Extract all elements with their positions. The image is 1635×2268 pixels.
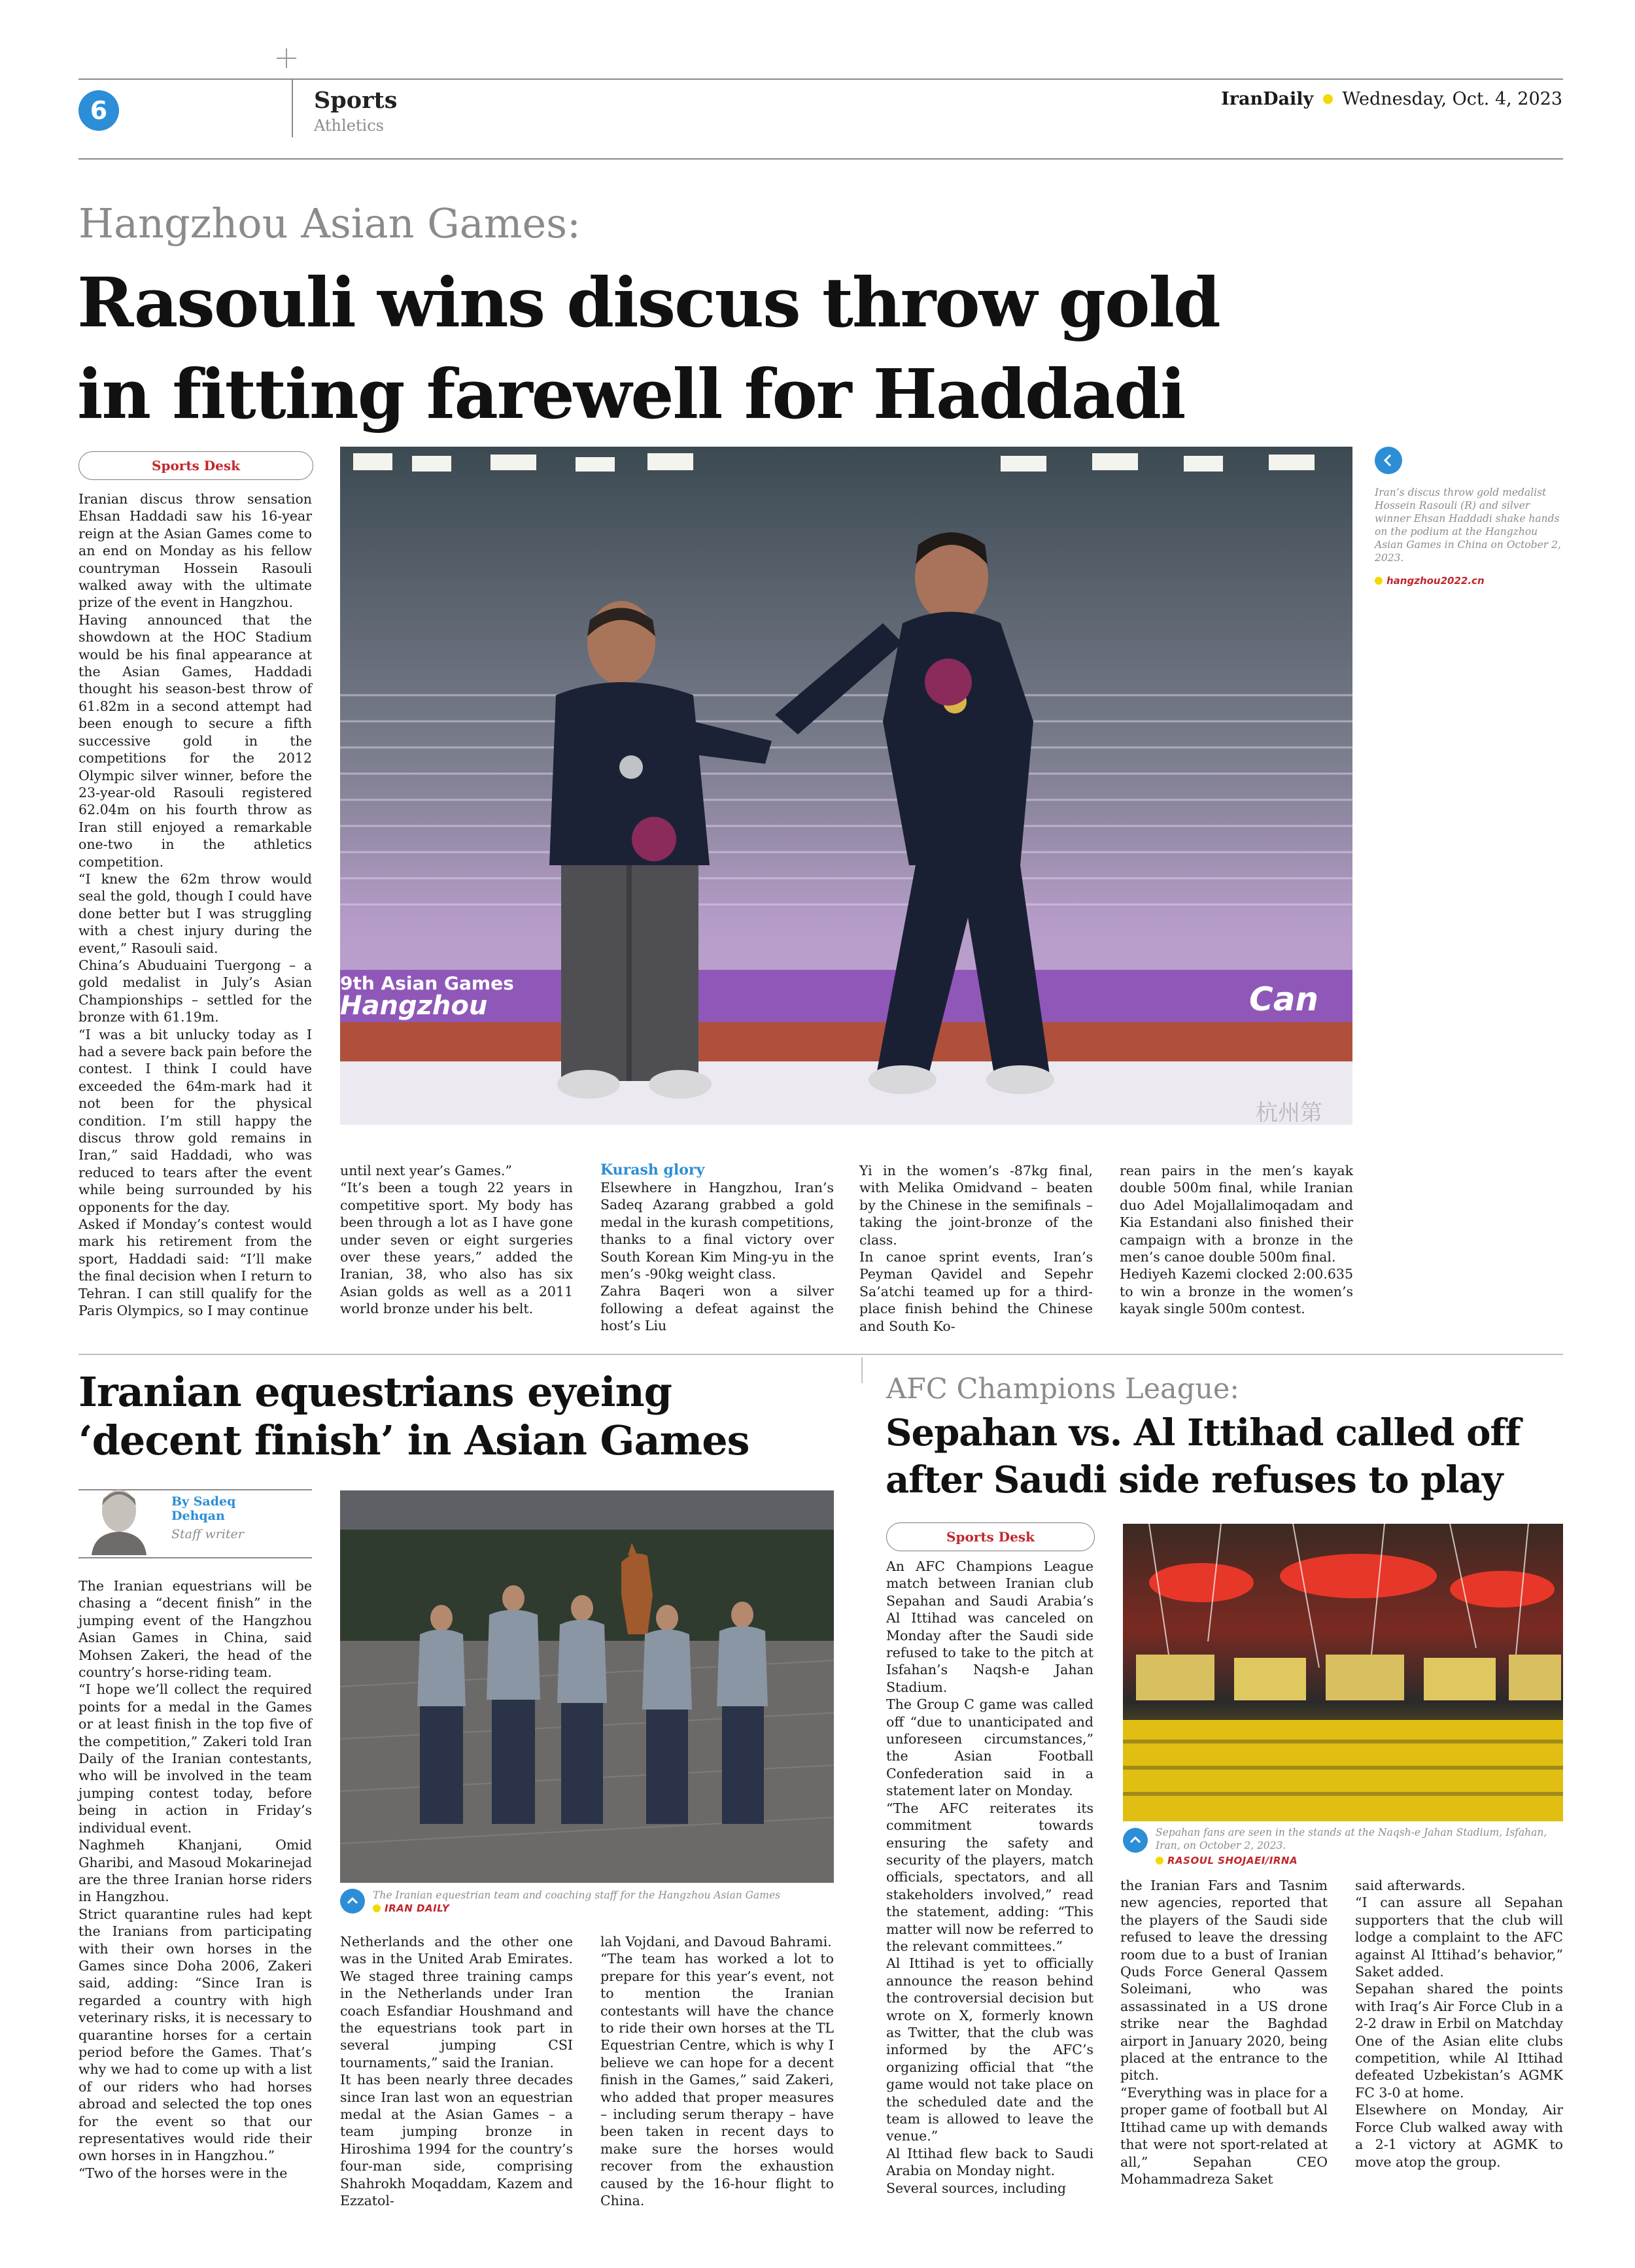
afc-col3 <box>1355 1877 1563 2171</box>
paragraph: Naghmeh Khanjani, Omid Gharibi, and Masoud Mokarinejad are the three Iranian horse riders in Hangzhou. <box>78 1837 312 1905</box>
paragraph: “It’s been a tough 22 years in competitive sport. My body has been through a lot as I have gone under seven or eight surgeries over these years,” added the Iranian, 38, who also has six Asian golds as well as a 2011 world bronze under his belt. <box>340 1180 573 1317</box>
main-headline-line1: Rasouli wins discus throw gold <box>77 262 1220 343</box>
paragraph: “The team has worked a lot to prepare for this year’s event, not to mention the Iranian contestants will have the chance to ride their own horses at the TL Equestrian Centre, which is why I believe we can hope for a decent finish in the Games,” said Zakeri, who added that proper measures – including serum therapy – have been taken in recent days to make sure the horses would recover from the exhaustion caused by the 16-hour flight to China. <box>600 1951 834 2209</box>
paragraph: the Iranian Fars and Tasnim new agencies, reported that the players of the Saudi side refused to leave the dressing room due to a bust of Iranian Quds Force General Qassem Soleimani, who was assassinated in a US drone strike near the Baghdad airport in January 2020, being placed at the entrance to the pitch. <box>1120 1878 1328 2084</box>
author-name: By Sadeq Dehqan <box>171 1494 236 1523</box>
page-number-badge <box>78 90 119 131</box>
author-avatar <box>88 1479 150 1555</box>
main-col4 <box>859 1162 1093 1335</box>
afc-photo <box>1123 1524 1563 1821</box>
author-role: Staff writer <box>171 1527 244 1541</box>
crop-mark <box>277 58 296 59</box>
equestrian-photo-credit: IRAN DAILY <box>373 1902 449 1914</box>
afc-headline-line1: Sepahan vs. Al Ittihad called off <box>886 1411 1521 1454</box>
paragraph: “Two of the horses were in the <box>78 2165 288 2181</box>
banner-text-big: Hangzhou <box>340 991 488 1021</box>
podium-block <box>340 1061 1352 1125</box>
issue-date: Wednesday, Oct. 4, 2023 <box>1342 89 1562 109</box>
podium-signage: 杭州第 <box>1256 1100 1322 1125</box>
main-col5 <box>1120 1162 1353 1318</box>
afc-photo-caption: Sepahan fans are seen in the stands at the Naqsh-e Jahan Stadium, Isfahan, Iran, on October 2, 2023. <box>1156 1827 1547 1851</box>
paragraph: Hediyeh Kazemi clocked 2:00.635 to win a bronze in the women’s kayak single 500m contest. <box>1120 1266 1353 1317</box>
paragraph: lah Vojdani, and Davoud Bahrami. <box>600 1934 832 1950</box>
afc-kicker: AFC Champions League: <box>886 1373 1239 1405</box>
afc-col1 <box>886 1558 1093 2197</box>
team-photo-scene <box>340 1490 834 1883</box>
header-bottom-rule <box>78 158 1563 160</box>
prev-arrow-icon[interactable] <box>1375 447 1402 474</box>
paragraph: “I hope we’ll collect the required points for a medal in the Games or at least finish in the top five of the competition,” Zakeri told Iran Daily of the Iranian contestants, who will be involved in the team jumping contest today, before being in action in Friday’s individual event. <box>78 1681 312 1836</box>
equestrian-col1 <box>78 1577 312 2182</box>
paragraph: “The AFC reiterates its commitment towards ensuring the safety and security of the players, match officials, spectators, and all stakeholders involved,” read the statement, adding: “This matter will now be referred to the relevant committees.” <box>886 1800 1093 1954</box>
running-track <box>340 1022 1352 1061</box>
subsection-title: Athletics <box>314 116 384 135</box>
paragraph: Zahra Baqeri won a silver following a defeat against the host’s Liu <box>600 1283 834 1334</box>
paragraph: In canoe sprint events, Iran’s Peyman Qavidel and Sepehr Sa’atchi teamed up for a third-place finish behind the Chinese and South Ko- <box>859 1249 1093 1334</box>
paragraph: Having announced that the showdown at the HOC Stadium would be his final appearance at the Asian Games, Haddadi thought his season-best throw of 61.82m in a second attempt had been enough to secure a fifth successive gold in the competitions for the 2012 Olympic silver winner, before the 23-year-old Rasouli registered 62.04m on his fourth throw as Iran still enjoyed a remarkable one-two in the athletics competition. <box>78 611 312 870</box>
afc-headline-line2: after Saudi side refuses to play <box>886 1458 1503 1502</box>
byline-rule-bottom <box>78 1557 312 1558</box>
paragraph: The Iranian equestrians will be chasing a “decent finish” in the jumping event of the Hangzhou Asian Games in China, said Mohsen Zakeri, the head of the country’s horse-riding team. <box>78 1578 312 1681</box>
banner-text-right: Can <box>1249 980 1319 1018</box>
banner-text-small: 9th Asian Games <box>340 972 514 994</box>
equestrian-col3 <box>600 1933 834 2210</box>
paragraph: Iranian discus throw sensation Ehsan Haddadi saw his 16-year reign at the Asian Games come to an end on Monday as his fellow countryman Hossein Rasouli walked away with the ultimate prize of the event in Hangzhou. <box>78 491 312 611</box>
paragraph: Several sources, including <box>886 2180 1067 2196</box>
credit-dot <box>1375 577 1383 585</box>
paragraph: “I was a bit unlucky today as I had a severe back pain before the contest. I think I could have exceeded the 64m-mark had it not been for the physical condition. I’m still happy the discus throw gold remains in Iran,” said Haddadi, who was reduced to tears after the event while being surrounded by his opponents for the day. <box>78 1026 312 1215</box>
paragraph: Asked if Monday’s contest would mark his retirement from the sport, Haddadi said: “I’ll make the final decision when I return to Tehran. I can still qualify for the Paris Olympics, so I may continue <box>78 1216 312 1319</box>
paragraph: Al Ittihad is yet to officially announce the reason behind the controversial decision but wrote on X, formerly known as Twitter, that the club was informed by the AFC’s organizing official that “the game would not take place on the scheduled date and the team is allowed to leave the venue.” <box>886 1955 1093 2144</box>
credit-dot <box>1156 1857 1163 1864</box>
main-photo-credit: hangzhou2022.cn <box>1375 575 1485 587</box>
equestrian-headline-line2: ‘decent finish’ in Asian Games <box>78 1417 749 1464</box>
masthead <box>1221 89 1562 109</box>
paragraph: Netherlands and the other one was in the United Arab Emirates. We staged three training camps in the Netherlands under Iran coach Esfandiar Houshmand and the equestrians took part in several jumping CSI tournaments,” said the Iranian. <box>340 1934 573 2070</box>
paragraph: It has been nearly three decades since Iran last won an equestrian medal at the Asian Games – a team jumping bronze in Hiroshima 1994 for the country’s four-man side, comprising Shahrokh Moqaddam, Kazem and Ezzatol- <box>340 2072 573 2209</box>
stadium-fans-scene <box>1123 1524 1563 1821</box>
afc-photo-credit: RASOUL SHOJAEI/IRNA <box>1156 1855 1298 1866</box>
paragraph: Elsewhere in Hangzhou, Iran’s Sadeq Azarang grabbed a gold medal in the kurash competitions, thanks to a final victory over South Korean Kim Ming-yu in the men’s -90kg weight class. <box>600 1180 834 1282</box>
credit-dot <box>373 1904 381 1912</box>
paragraph: An AFC Champions League match between Iranian club Sepahan and Saudi Arabia’s Al Ittihad was canceled on Monday after the Saudi side refused to take to the pitch at Isfahan’s Naqsh-e Jahan Stadium. <box>886 1558 1093 1695</box>
paragraph: The Group C game was called off “due to unanticipated and unforeseen circumstances,” the Asian Football Confederation said in a statement later on Monday. <box>886 1696 1093 1799</box>
paragraph: Elsewhere on Monday, Air Force Club walked away with a 2-1 victory at AGMK to move atop the group. <box>1355 2102 1563 2170</box>
paragraph: rean pairs in the men’s kayak double 500m final, while Iranian duo Adel Mojallalimoqadam and Kia Estandani also finished their campaign with a bronze in the men’s canoe double 500m final. <box>1120 1163 1353 1265</box>
expand-caption-icon[interactable] <box>1123 1828 1148 1853</box>
equestrian-col2 <box>340 1933 573 2210</box>
main-photo <box>340 447 1352 1125</box>
section-title: Sports <box>314 87 398 114</box>
main-headline <box>77 257 1220 440</box>
paragraph: China’s Abuduaini Tuergong – a gold medalist in July’s Asian Championships – settled for the bronze with 61.19m. <box>78 957 312 1025</box>
main-col3 <box>600 1161 834 1335</box>
paragraph: Al Ittihad flew back to Saudi Arabia on Monday night. <box>886 2145 1093 2179</box>
section-divider <box>78 1354 1563 1355</box>
paragraph: “I knew the 62m throw would seal the gold, though I could have done better but I was struggling with a chest injury during the event,” Rasouli said. <box>78 870 312 956</box>
paragraph: “I can assure all Sepahan supporters that the club will lodge a complaint to the AFC against Al Ittihad’s behavior,” Saket added. <box>1355 1895 1563 1980</box>
brand-name: IranDaily <box>1221 89 1314 109</box>
yellow-stand <box>1123 1720 1563 1821</box>
main-kicker: Hangzhou Asian Games: <box>78 199 581 247</box>
paragraph: Strict quarantine rules had kept the Iranians from participating with their own horses in the Games since Doha 2006, Zakeri said, adding: “Since Iran is regarded a country with high veterinary risks, it is necessary to quarantine horses for a certain period before the Games. That’s why we had to come up with a list of our riders who had horses abroad and selected the top ones for the event so that our representatives would ride their own horses in in Hangzhou.” <box>78 1906 312 2164</box>
column-divider <box>861 1357 863 1383</box>
main-photo-caption: Iran’s discus throw gold medalist Hossein Rasouli (R) and silver winner Ehsan Haddadi shake hands on the podium at the Hangzhou Asian Games in China on October 2, 2023. <box>1375 487 1561 564</box>
brand-dot <box>1323 94 1333 104</box>
podium-scene <box>340 447 1352 1125</box>
main-byline: Sports Desk <box>78 451 313 480</box>
main-col2 <box>340 1162 573 1318</box>
expand-caption-icon[interactable] <box>340 1889 365 1914</box>
equestrian-photo <box>340 1490 834 1883</box>
afc-headline <box>886 1409 1521 1503</box>
paragraph: “Everything was in place for a proper game of football but Al Ittihad came up with demands that were not sport-related at all,” Sepahan CEO Mohammadreza Saket <box>1120 2084 1328 2187</box>
equestrian-photo-caption: The Iranian equestrian team and coaching staff for the Hangzhou Asian Games <box>373 1889 781 1901</box>
afc-byline: Sports Desk <box>886 1522 1095 1551</box>
main-col1 <box>78 490 312 1320</box>
paragraph: Sepahan shared the points with Iraq’s Air Force Club in a 2-2 draw in Erbil on Matchday One of the Asian elite clubs competition, while Al Ittihad defeated Uzbekistan’s AGMK FC 3-0 at home. <box>1355 1981 1563 2101</box>
header-vertical-rule <box>292 78 293 137</box>
equestrian-headline-line1: Iranian equestrians eyeing <box>78 1368 672 1416</box>
main-headline-line2: in fitting farewell for Haddadi <box>77 354 1185 434</box>
afc-col2 <box>1120 1877 1328 2188</box>
paragraph: said afterwards. <box>1355 1878 1466 1893</box>
header-top-rule <box>78 78 1563 80</box>
paragraph: Yi in the women’s -87kg final, with Melika Omidvand – beaten by the Chinese in the semifinals – taking the joint-bronze of the class. <box>859 1163 1093 1248</box>
kurash-subhead: Kurash glory <box>600 1161 705 1178</box>
page-number: 6 <box>90 96 108 125</box>
equestrian-headline <box>78 1368 749 1465</box>
paragraph: until next year’s Games.” <box>340 1163 512 1178</box>
